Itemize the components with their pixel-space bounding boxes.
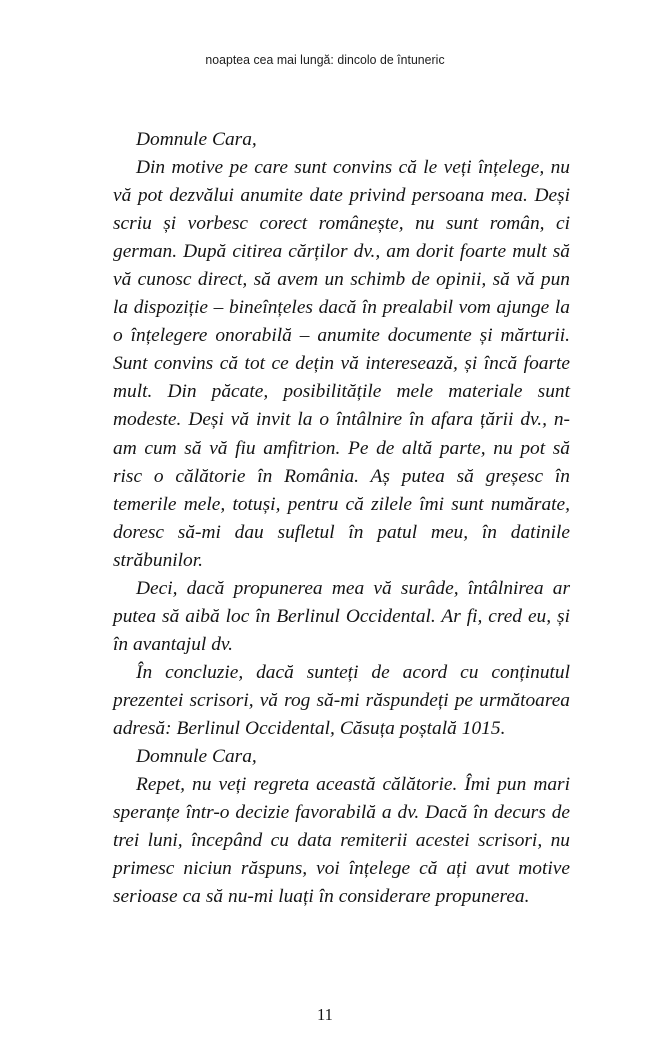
paragraph-3: În concluzie, dacă sunteți de acord cu conținutul prezentei scrisori, vă rog să-mi răspundeți pe următoarea adresă: Berlinul Occidental, Căsuța poștală 1015. <box>113 661 570 739</box>
paragraph-2: Deci, dacă propunerea mea vă surâde, întâlnirea ar putea să aibă loc în Berlinul Occidental. Ar fi, cred eu, și în avantajul dv. <box>113 577 570 655</box>
paragraph-salutation-1: Domnule Cara, <box>136 129 257 150</box>
body-text-block <box>113 126 570 911</box>
paragraph-4: Repet, nu veți regreta această călătorie. Îmi pun mari speranțe într-o decizie favorabilă a dv. Dacă în decurs de trei luni, începând cu data remiterii acestei scrisori, nu primesc niciun răspuns, voi înțelege că ați avut motive serioase ca să nu-mi luați în considerare propunerea. <box>113 774 570 908</box>
page-number: 11 <box>317 1005 333 1024</box>
running-header: noaptea cea mai lungă: dincolo de întuneric <box>205 52 445 67</box>
paragraph-1: Din motive pe care sunt convins că le veți înțelege, nu vă pot dezvălui anumite date privind persoana mea. Deși scriu și vorbesc corect românește, nu sunt român, ci german. După citirea cărților dv., am dorit foarte mult să vă cunosc direct, să avem un schimb de opinii, să vă pun la dispoziție – bineînțeles dacă în prealabil vom ajunge la o înțelegere onorabilă – anumite documente și mărturii. Sunt convins că tot ce dețin vă interesează, și încă foarte mult. Din păcate, posibilitățile mele materiale sunt modeste. Deși vă invit la o întâlnire în afara țării dv., n-am cum să vă fiu amfitrion. Pe de altă parte, nu pot să risc o călătorie în România. Aș putea să greșesc în temerile mele, totuși, pentru că zilele îmi sunt numărate, doresc să-mi dau sufletul în patul meu, în datinile străbunilor. <box>113 157 570 571</box>
paragraph-salutation-2: Domnule Cara, <box>136 746 257 768</box>
